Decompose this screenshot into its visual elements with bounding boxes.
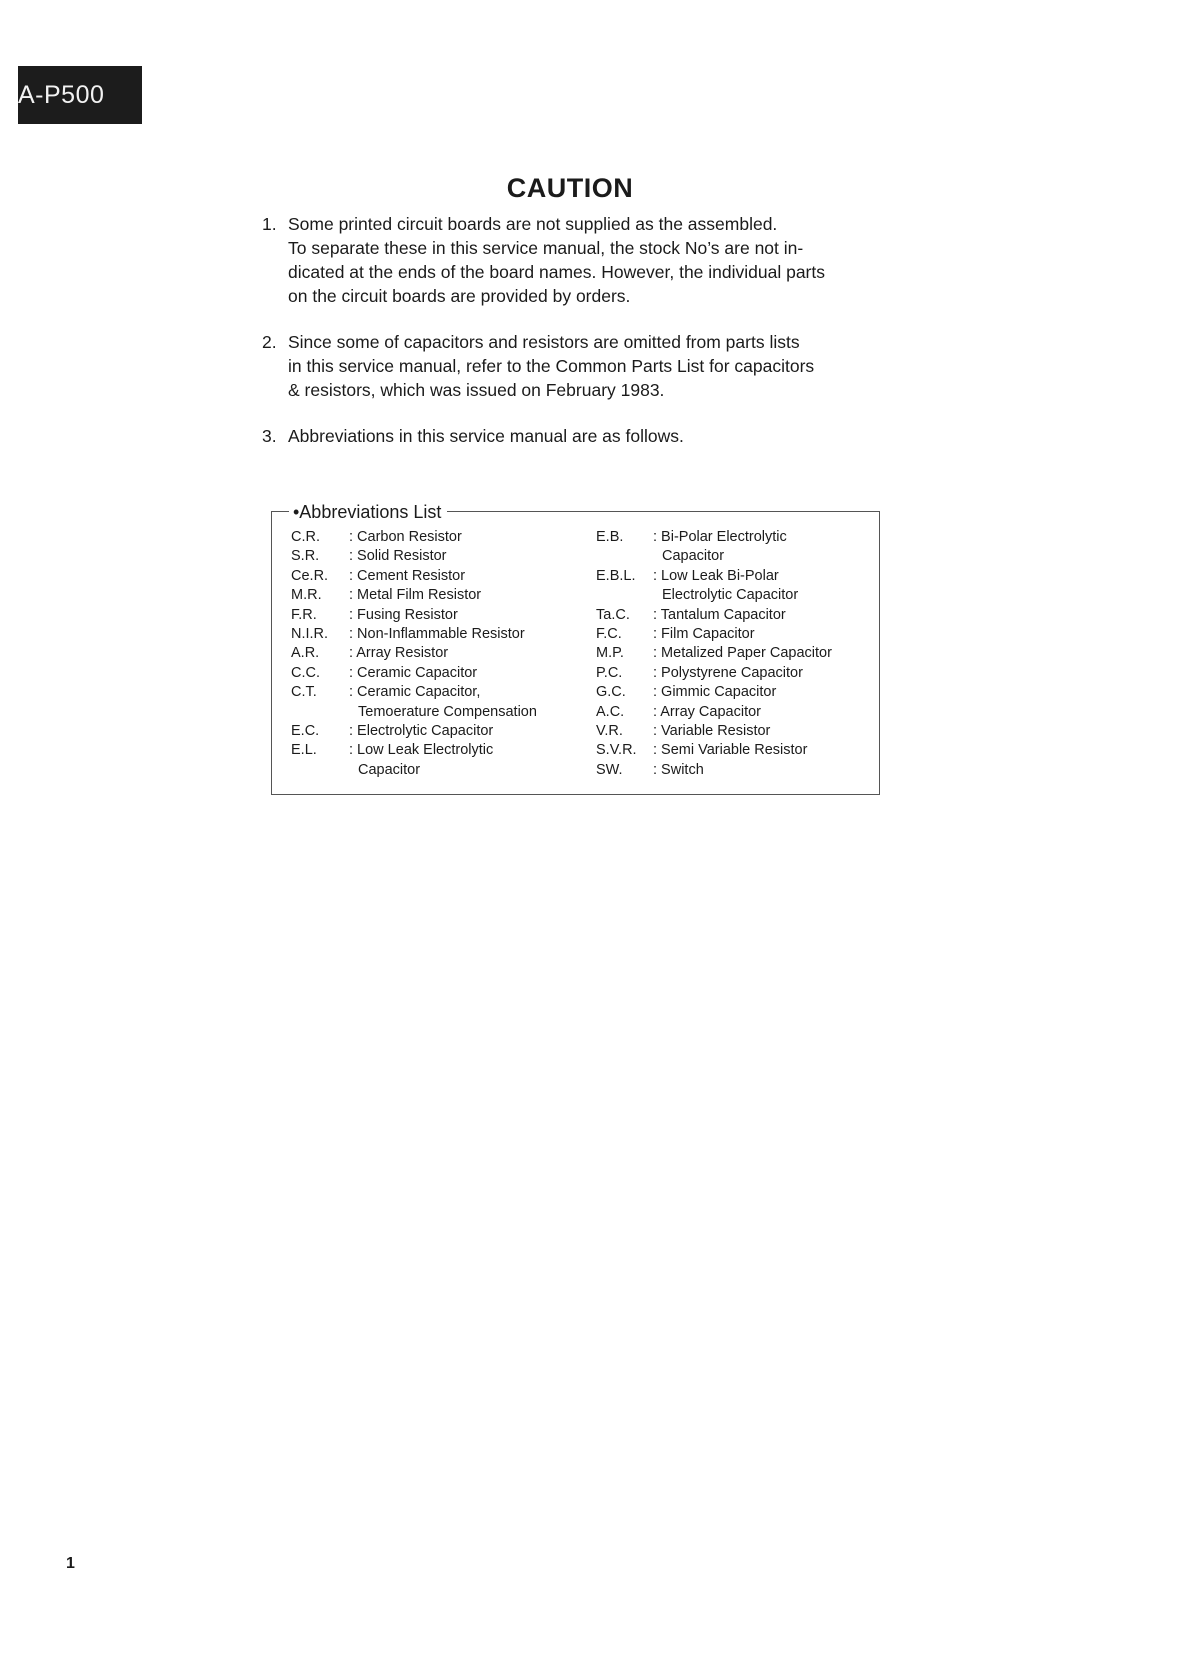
abbreviation-row [596, 625, 886, 644]
abbreviation-row [596, 664, 886, 683]
abbreviation-description: : Low Leak Electrolytic [349, 742, 494, 759]
abbreviation-code: E.B. [596, 529, 624, 545]
abbreviation-code: C.R. [291, 529, 320, 545]
abbreviation-code: SW. [596, 761, 623, 778]
abbreviation-description: : Carbon Resistor [349, 529, 462, 545]
abbreviation-row [291, 741, 591, 760]
abbreviation-description: : Switch [653, 761, 704, 778]
abbreviation-row [291, 703, 591, 722]
page-number: 1 [66, 1555, 75, 1572]
abbreviation-code: Ce.R. [291, 567, 329, 584]
caution-line: Since some of capacitors and resistors are omitted from parts lists [288, 332, 800, 352]
abbreviation-code: S.V.R. [596, 742, 637, 759]
abbreviation-code: M.P. [596, 645, 624, 662]
abbreviation-description: : Cement Resistor [349, 567, 466, 584]
abbreviation-description: : Gimmic Capacitor [653, 684, 777, 701]
abbreviation-description: : Ceramic Capacitor, [349, 684, 481, 701]
caution-line: To separate these in this service manual, the stock No’s are not in- [288, 238, 804, 258]
caution-item [262, 330, 902, 402]
abbreviations-left-column [291, 528, 591, 780]
abbreviation-description: : Polystyrene Capacitor [653, 664, 803, 681]
abbreviation-row [291, 644, 591, 663]
abbreviation-row [291, 761, 591, 780]
caution-item [262, 424, 902, 448]
abbreviation-row [291, 547, 591, 566]
abbreviation-description: : Fusing Resistor [349, 606, 458, 623]
abbreviation-row [596, 567, 886, 586]
caution-line: Abbreviations in this service manual are as follows. [288, 426, 684, 446]
abbreviation-code [596, 586, 653, 605]
caution-list [262, 212, 902, 470]
abbreviation-code: C.C. [291, 664, 320, 681]
abbreviation-description: : Low Leak Bi-Polar [653, 567, 779, 584]
caution-line: Some printed circuit boards are not supplied as the assembled. [288, 214, 778, 234]
abbreviation-row [596, 722, 886, 741]
abbreviation-description: Capacitor [662, 548, 725, 565]
model-tab [18, 66, 142, 124]
model-label: A-P500 [18, 81, 105, 109]
abbreviation-code [291, 703, 349, 722]
abbreviations-right-column [596, 528, 886, 780]
abbreviation-row [291, 722, 591, 741]
abbreviations-heading: •Abbreviations List [289, 501, 447, 523]
caution-number: 2. [262, 332, 277, 352]
abbreviation-code: S.R. [291, 548, 320, 565]
abbreviation-description: : Bi-Polar Electrolytic [653, 529, 787, 545]
abbreviation-code [291, 761, 349, 780]
abbreviation-code: C.T. [291, 684, 317, 701]
abbreviation-description: : Non-Inflammable Resistor [349, 626, 525, 643]
abbreviation-row [291, 567, 591, 586]
abbreviation-description: Temoerature Compensation [358, 703, 537, 720]
caution-line: on the circuit boards are provided by orders. [288, 286, 631, 306]
abbreviation-code: M.R. [291, 587, 322, 604]
abbreviation-code: E.L. [291, 742, 317, 759]
abbreviation-code: N.I.R. [291, 626, 329, 643]
caution-number: 1. [262, 214, 277, 234]
page-title: CAUTION [506, 173, 634, 203]
abbreviation-code: V.R. [596, 723, 623, 740]
abbreviation-description: : Ceramic Capacitor [349, 664, 478, 681]
abbreviation-description: : Array Capacitor [653, 703, 761, 720]
abbreviation-code: P.C. [596, 664, 623, 681]
abbreviation-description: : Tantalum Capacitor [653, 606, 786, 623]
abbreviation-row [596, 547, 886, 566]
abbreviation-description: Capacitor [358, 761, 421, 778]
caution-number: 3. [262, 426, 277, 446]
abbreviation-code: A.R. [291, 645, 320, 662]
abbreviation-description: Electrolytic Capacitor [662, 587, 799, 604]
caution-line: & resistors, which was issued on February 1983. [288, 380, 665, 400]
abbreviation-code: E.C. [291, 723, 320, 740]
abbreviation-row [291, 586, 591, 605]
abbreviation-row [291, 683, 591, 702]
abbreviation-row [291, 606, 591, 625]
abbreviation-row [596, 528, 886, 547]
abbreviation-code: E.B.L. [596, 567, 636, 584]
abbreviation-row [596, 741, 886, 760]
abbreviation-row [291, 664, 591, 683]
caution-item [262, 212, 902, 308]
abbreviation-description: : Variable Resistor [653, 723, 771, 740]
abbreviation-code: Ta.C. [596, 606, 630, 623]
abbreviation-description: : Semi Variable Resistor [653, 742, 808, 759]
abbreviation-description: : Metalized Paper Capacitor [653, 645, 832, 662]
abbreviation-row [596, 703, 886, 722]
abbreviation-row [596, 606, 886, 625]
abbreviation-code: F.C. [596, 626, 622, 643]
abbreviation-description: : Solid Resistor [349, 548, 447, 565]
abbreviation-row [291, 625, 591, 644]
caution-line: dicated at the ends of the board names. However, the individual parts [288, 262, 825, 282]
abbreviation-row [291, 528, 591, 547]
abbreviation-description: : Metal Film Resistor [349, 587, 482, 604]
abbreviation-description: : Electrolytic Capacitor [349, 723, 494, 740]
abbreviation-row [596, 644, 886, 663]
caution-line: in this service manual, refer to the Common Parts List for capacitors [288, 356, 815, 376]
abbreviation-row [596, 683, 886, 702]
abbreviation-code: F.R. [291, 606, 317, 623]
abbreviation-description: : Array Resistor [349, 645, 449, 662]
abbreviation-code: G.C. [596, 684, 626, 701]
abbreviation-row [596, 761, 886, 780]
abbreviation-description: : Film Capacitor [653, 626, 755, 643]
abbreviation-row [596, 586, 886, 605]
abbreviation-code [596, 547, 653, 566]
abbreviation-code: A.C. [596, 703, 625, 720]
